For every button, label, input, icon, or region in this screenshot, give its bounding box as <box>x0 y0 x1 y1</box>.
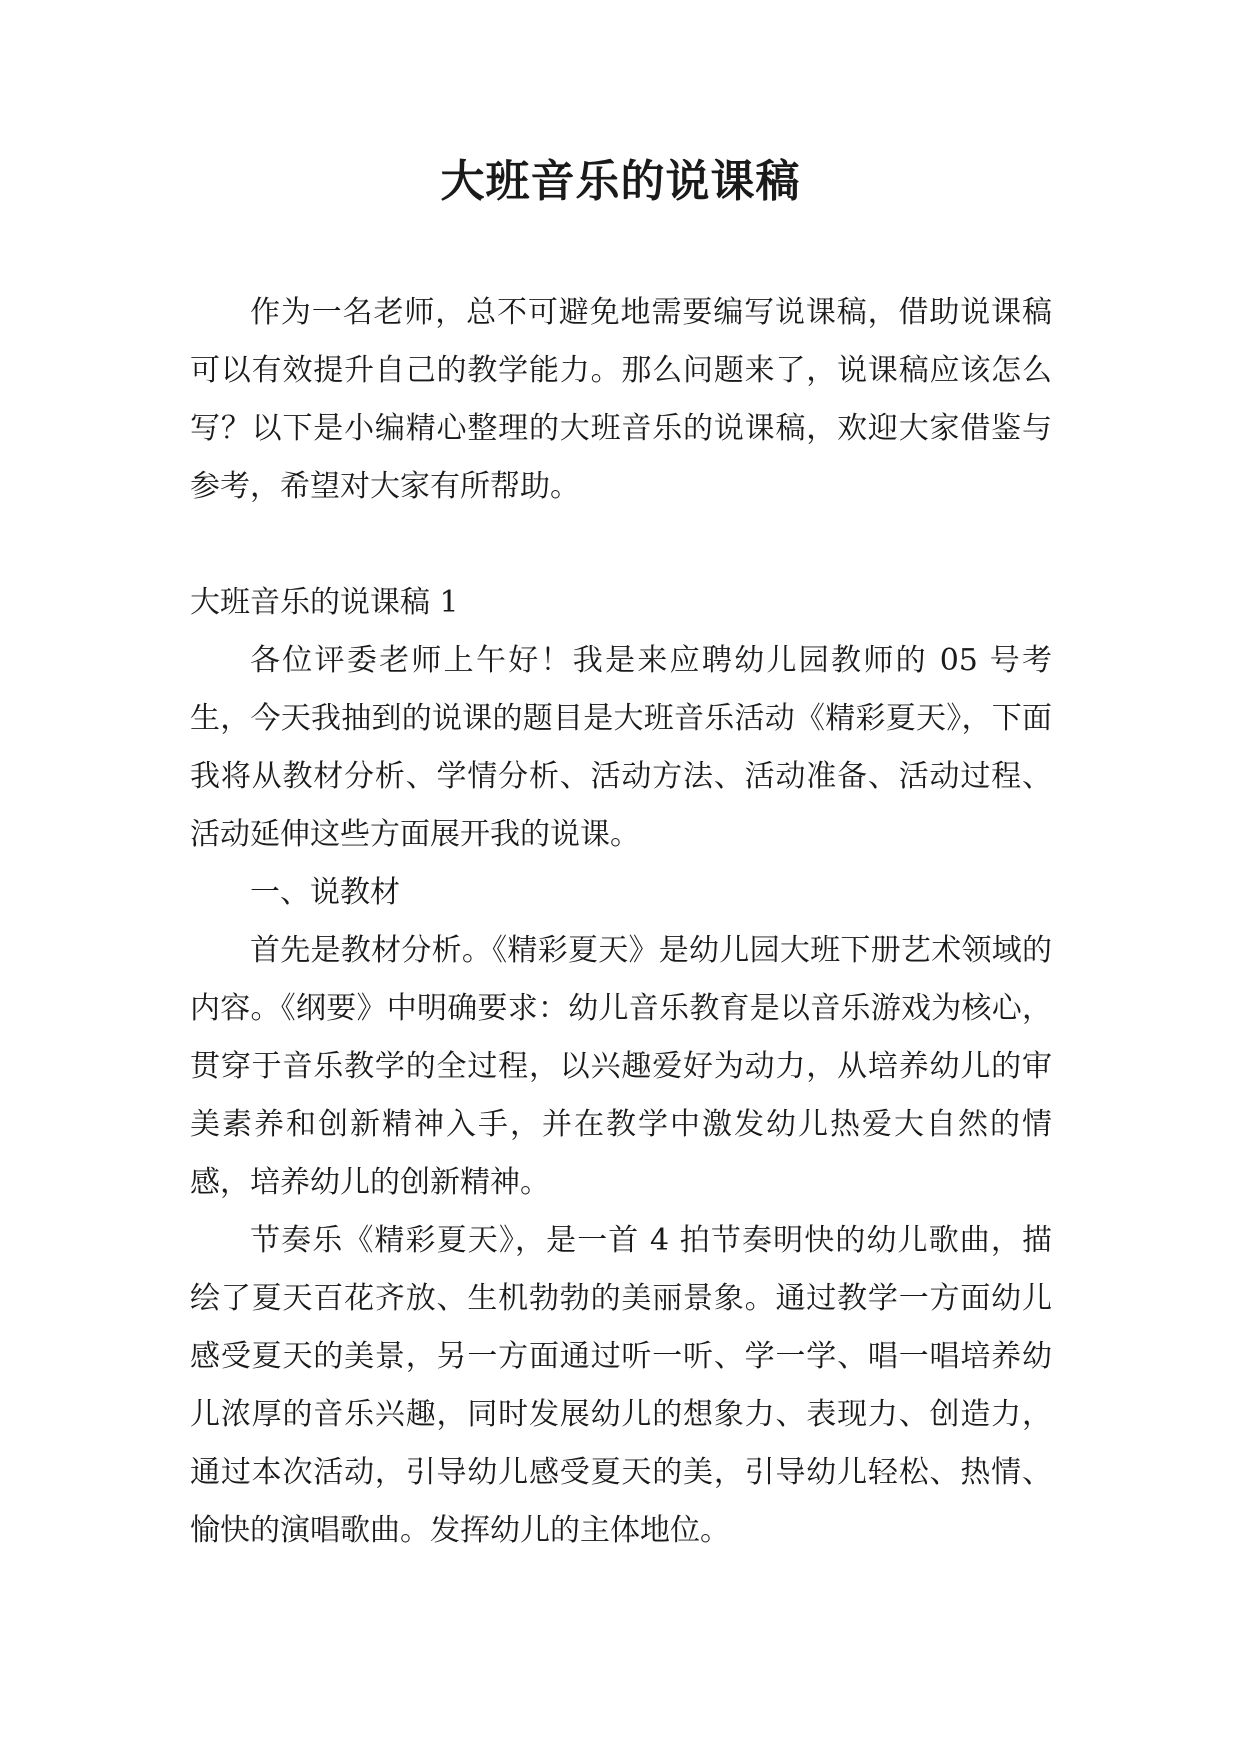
body-paragraph: 节奏乐《精彩夏天》，是一首 4 拍节奏明快的幼儿歌曲，描绘了夏天百花齐放、生机勃勃的美丽景象。通过教学一方面幼儿感受夏天的美景，另一方面通过听一听、学一学、唱一唱培养幼儿浓厚的音乐兴趣，同时发展幼儿的想象力、表现力、创造力，通过本次活动，引导幼儿感受夏天的美，引导幼儿轻松、热情、愉快的演唱歌曲。发挥幼儿的主体地位。 <box>190 1223 1052 1548</box>
body-paragraph: 首先是教材分析。《精彩夏天》是幼儿园大班下册艺术领域的内容。《纲要》中明确要求：幼儿音乐教育是以音乐游戏为核心，贯穿于音乐教学的全过程，以兴趣爱好为动力，从培养幼儿的审美素养和创新精神入手，并在教学中激发幼儿热爱大自然的情感，培养幼儿的创新精神。 <box>190 933 1052 1200</box>
subheading-teaching-material: 一、说教材 <box>250 875 400 910</box>
body-paragraph: 各位评委老师上午好！我是来应聘幼儿园教师的 05 号考生，今天我抽到的说课的题目是大班音乐活动《精彩夏天》，下面我将从教材分析、学情分析、活动方法、活动准备、活动过程、活动延伸这些方面展开我的说课。 <box>190 643 1052 852</box>
document-title: 大班音乐的说课稿 <box>440 156 801 207</box>
intro-paragraph: 作为一名老师，总不可避免地需要编写说课稿，借助说课稿可以有效提升自己的教学能力。那么问题来了，说课稿应该怎么写？以下是小编精心整理的大班音乐的说课稿，欢迎大家借鉴与参考，希望对大家有所帮助。 <box>190 295 1052 504</box>
paragraph-gap <box>190 516 1052 574</box>
document-body <box>190 284 1052 1560</box>
section-title: 大班音乐的说课稿 1 <box>190 585 459 620</box>
